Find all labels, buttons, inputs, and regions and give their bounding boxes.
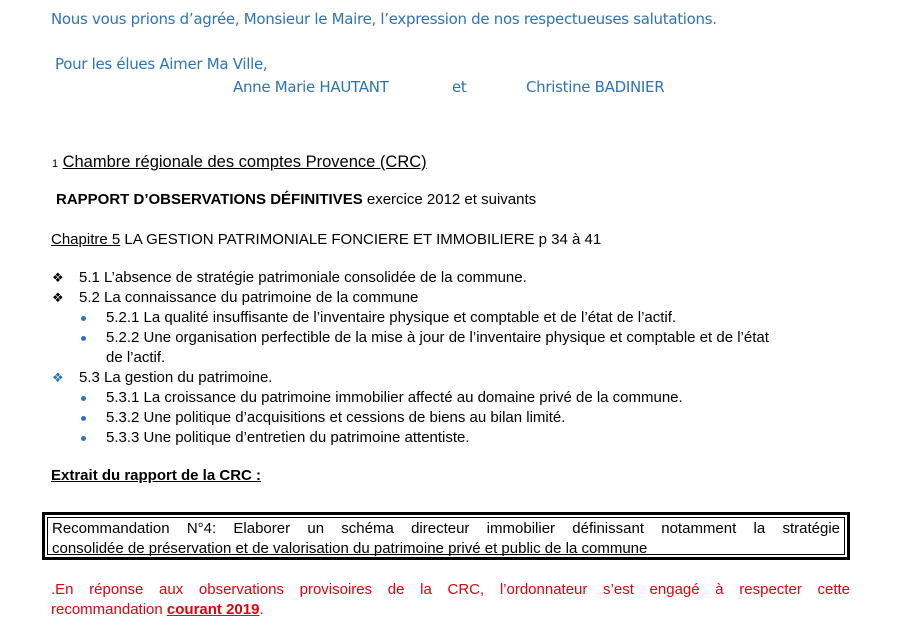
- recommendation-text: [47, 517, 845, 555]
- recommendation-box: [42, 512, 850, 560]
- extract-heading: Extrait du rapport de la CRC :: [51, 467, 262, 484]
- report-title-rest: exercice 2012 et suivants: [362, 191, 537, 208]
- report-title: [56, 191, 536, 208]
- chapter-label: Chapitre 5: [51, 231, 121, 248]
- round-bullet-icon: [81, 316, 86, 321]
- letter-closing: Nous vous prions d’agrée, Monsieur le Maire, l’expression de nos respectueuses salutations.: [51, 10, 717, 28]
- round-bullet-icon: [81, 416, 86, 421]
- round-bullet-icon: [81, 396, 86, 401]
- round-bullet-icon: [81, 336, 86, 341]
- signatory-conjunction: et: [452, 78, 467, 96]
- list-item-5-2: 5.2 La connaissance du patrimoine de la commune: [79, 289, 419, 306]
- report-title-bold: RAPPORT D’OBSERVATIONS DÉFINITIVES: [56, 191, 363, 208]
- list-item-5-3: 5.3 La gestion du patrimoine.: [79, 369, 273, 386]
- response-line-2-text: recommandation: [51, 601, 167, 618]
- response-line-2-end: .: [259, 601, 264, 618]
- footnote-number: 1: [52, 158, 59, 170]
- chapter-heading: [51, 231, 601, 248]
- four-diamond-bullet-icon: ❖: [52, 270, 64, 285]
- four-diamond-bullet-icon: ❖: [52, 290, 64, 305]
- list-item-5-2-2-line-1: 5.2.2 Une organisation perfectible de la mise à jour de l’inventaire physique et comptable et de l’état: [106, 329, 769, 346]
- list-item-5-3-3: 5.3.3 Une politique d’entretien du patrimoine attentiste.: [106, 429, 470, 446]
- signatory-1: Anne Marie HAUTANT: [233, 78, 389, 96]
- list-item-5-3-1: 5.3.1 La croissance du patrimoine immobilier affecté au domaine privé de la commune.: [106, 389, 683, 406]
- response-deadline: courant 2019: [166, 601, 260, 618]
- list-item-5-1: 5.1 L’absence de stratégie patrimoniale consolidée de la commune.: [79, 269, 527, 286]
- list-item-5-3-2: 5.3.2 Une politique d’acquisitions et cessions de biens au bilan limité.: [106, 409, 566, 426]
- recommendation-line-2: consolidée de préservation et de valorisation du patrimoine privé et public de la commune: [52, 540, 648, 557]
- round-bullet-icon: [81, 436, 86, 441]
- letter-for-line: Pour les élues Aimer Ma Ville,: [55, 55, 268, 73]
- signatory-2: Christine BADINIER: [526, 78, 665, 96]
- recommendation-line-1: Recommandation N°4: Elaborer un schéma directeur immobilier définissant notamment la stratégie: [52, 520, 840, 537]
- response-line-2: [51, 600, 264, 620]
- four-diamond-bullet-icon: ❖: [52, 370, 64, 385]
- footnote-heading: [52, 153, 427, 172]
- response-line-1: .En réponse aux observations provisoires de la CRC, l’ordonnateur s’est engagé à respecter cette: [51, 581, 850, 598]
- chapter-title: LA GESTION PATRIMONIALE FONCIERE ET IMMOBILIERE p 34 à 41: [120, 231, 602, 248]
- list-item-5-2-2-line-2: de l’actif.: [106, 349, 166, 366]
- footnote-title: Chambre régionale des comptes Provence (CRC): [62, 153, 427, 171]
- list-item-5-2-1: 5.2.1 La qualité insuffisante de l’inventaire physique et comptable et de l’état de l’actif.: [106, 309, 677, 326]
